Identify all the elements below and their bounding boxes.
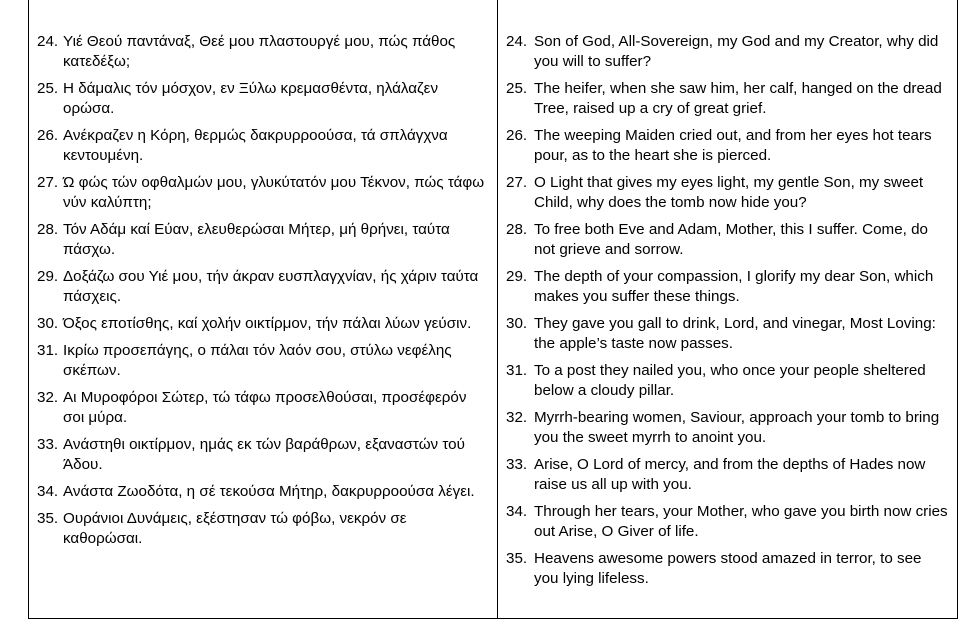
greek-verse — [37, 267, 487, 307]
verse-number: 27. — [506, 174, 528, 191]
verse-text: To free both Eve and Adam, Mother, this I suffer. Come, do not grieve and sorrow. — [534, 221, 928, 258]
verse-text: Ώ φώς τών οφθαλμών μου, γλυκύτατόν μου Τέκνον, πώς τάφω νύν καλύπτη; — [63, 174, 485, 211]
verse-text: Arise, O Lord of mercy, and from the depths of Hades now raise us all up with you. — [534, 456, 926, 493]
greek-verse — [37, 314, 487, 334]
verse-text: The heifer, when she saw him, her calf, hanged on the dread Tree, raised up a cry of great grief. — [534, 80, 942, 117]
verse-number: 34. — [506, 503, 528, 520]
english-verse — [506, 32, 949, 72]
verse-number: 28. — [506, 221, 528, 238]
verse-text: The weeping Maiden cried out, and from her eyes hot tears pour, as to the heart she is pierced. — [534, 127, 932, 164]
greek-verse — [37, 173, 487, 213]
english-verse — [506, 220, 949, 260]
greek-verse — [37, 79, 487, 119]
english-verse — [506, 314, 949, 354]
verse-text: Αι Μυροφόροι Σώτερ, τώ τάφω προσελθούσαι, προσέφερόν σοι μύρα. — [63, 389, 467, 426]
verse-text: Myrrh-bearing women, Saviour, approach your tomb to bring you the sweet myrrh to anoint you. — [534, 409, 940, 446]
verse-text: Ανάστα Ζωοδότα, η σέ τεκούσα Μήτηρ, δακρυρροούσα λέγει. — [63, 483, 475, 500]
verse-number: 25. — [37, 80, 59, 97]
greek-verse — [37, 482, 487, 502]
verse-text: Ανέκραζεν η Κόρη, θερμώς δακρυρροούσα, τά σπλάγχνα κεντουμένη. — [63, 127, 448, 164]
english-verse — [506, 549, 949, 589]
english-verse — [506, 267, 949, 307]
verse-number: 32. — [37, 389, 59, 406]
greek-verse — [37, 341, 487, 381]
verse-text: Son of God, All-Sovereign, my God and my Creator, why did you will to suffer? — [534, 33, 939, 70]
verse-text: Υιέ Θεού παντάναξ, Θεέ μου πλαστουργέ μου, πώς πάθος κατεδέξω; — [63, 33, 456, 70]
verse-number: 31. — [506, 362, 528, 379]
greek-verse — [37, 435, 487, 475]
verse-text: Ανάστηθι οικτίρμον, ημάς εκ τών βαράθρων, εξαναστών τού Άδου. — [63, 436, 465, 473]
verse-number: 24. — [506, 33, 528, 50]
verse-number: 27. — [37, 174, 59, 191]
verse-text: Heavens awesome powers stood amazed in terror, to see you lying lifeless. — [534, 550, 922, 587]
verse-number: 24. — [37, 33, 59, 50]
verse-number: 30. — [506, 315, 528, 332]
english-verse — [506, 173, 949, 213]
greek-verse — [37, 32, 487, 72]
english-verse — [506, 361, 949, 401]
verse-text: Ουράνιοι Δυνάμεις, εξέστησαν τώ φόβω, νεκρόν σε καθορώσαι. — [63, 510, 407, 547]
verse-number: 33. — [37, 436, 59, 453]
greek-verse — [37, 509, 487, 549]
greek-verse — [37, 388, 487, 428]
verse-text: They gave you gall to drink, Lord, and vinegar, Most Loving: the apple’s taste now passes. — [534, 315, 936, 352]
verse-text: Τόν Αδάμ καί Εύαν, ελευθερώσαι Μήτερ, μή θρήνει, ταύτα πάσχω. — [63, 221, 450, 258]
english-verse — [506, 408, 949, 448]
verse-text: Through her tears, your Mother, who gave you birth now cries out Arise, O Giver of life. — [534, 503, 948, 540]
verse-number: 26. — [506, 127, 528, 144]
verse-text: Ικρίω προσεπάγης, ο πάλαι τόν λαόν σου, στύλω νεφέλης σκέπων. — [63, 342, 452, 379]
verse-number: 29. — [506, 268, 528, 285]
verse-number: 25. — [506, 80, 528, 97]
verse-number: 31. — [37, 342, 59, 359]
greek-verse — [37, 126, 487, 166]
verse-number: 26. — [37, 127, 59, 144]
english-verse — [506, 455, 949, 495]
verse-number: 30. — [37, 315, 59, 332]
verse-text: Δοξάζω σου Υιέ μου, τήν άκραν ευσπλαγχνίαν, ής χάριν ταύτα πάσχεις. — [63, 268, 479, 305]
verse-number: 29. — [37, 268, 59, 285]
english-column — [498, 0, 957, 618]
verse-text: The depth of your compassion, I glorify my dear Son, which makes you suffer these things. — [534, 268, 934, 305]
english-verse — [506, 126, 949, 166]
verse-number: 34. — [37, 483, 59, 500]
verse-number: 35. — [506, 550, 528, 567]
verse-text: Η δάμαλις τόν μόσχον, εν Ξύλω κρεμασθέντα, ηλάλαζεν ορώσα. — [63, 80, 439, 117]
verse-number: 28. — [37, 221, 59, 238]
hymn-table — [28, 0, 958, 619]
verse-number: 33. — [506, 456, 528, 473]
english-verse — [506, 79, 949, 119]
verse-text: O Light that gives my eyes light, my gentle Son, my sweet Child, why does the tomb now hide you? — [534, 174, 924, 211]
greek-verse — [37, 220, 487, 260]
verse-text: To a post they nailed you, who once your people sheltered below a cloudy pillar. — [534, 362, 926, 399]
verse-number: 32. — [506, 409, 528, 426]
greek-column — [29, 0, 498, 618]
verse-text: Όξος εποτίσθης, καί χολήν οικτίρμον, τήν πάλαι λύων γεύσιν. — [63, 315, 472, 332]
verse-number: 35. — [37, 510, 59, 527]
english-verse — [506, 502, 949, 542]
